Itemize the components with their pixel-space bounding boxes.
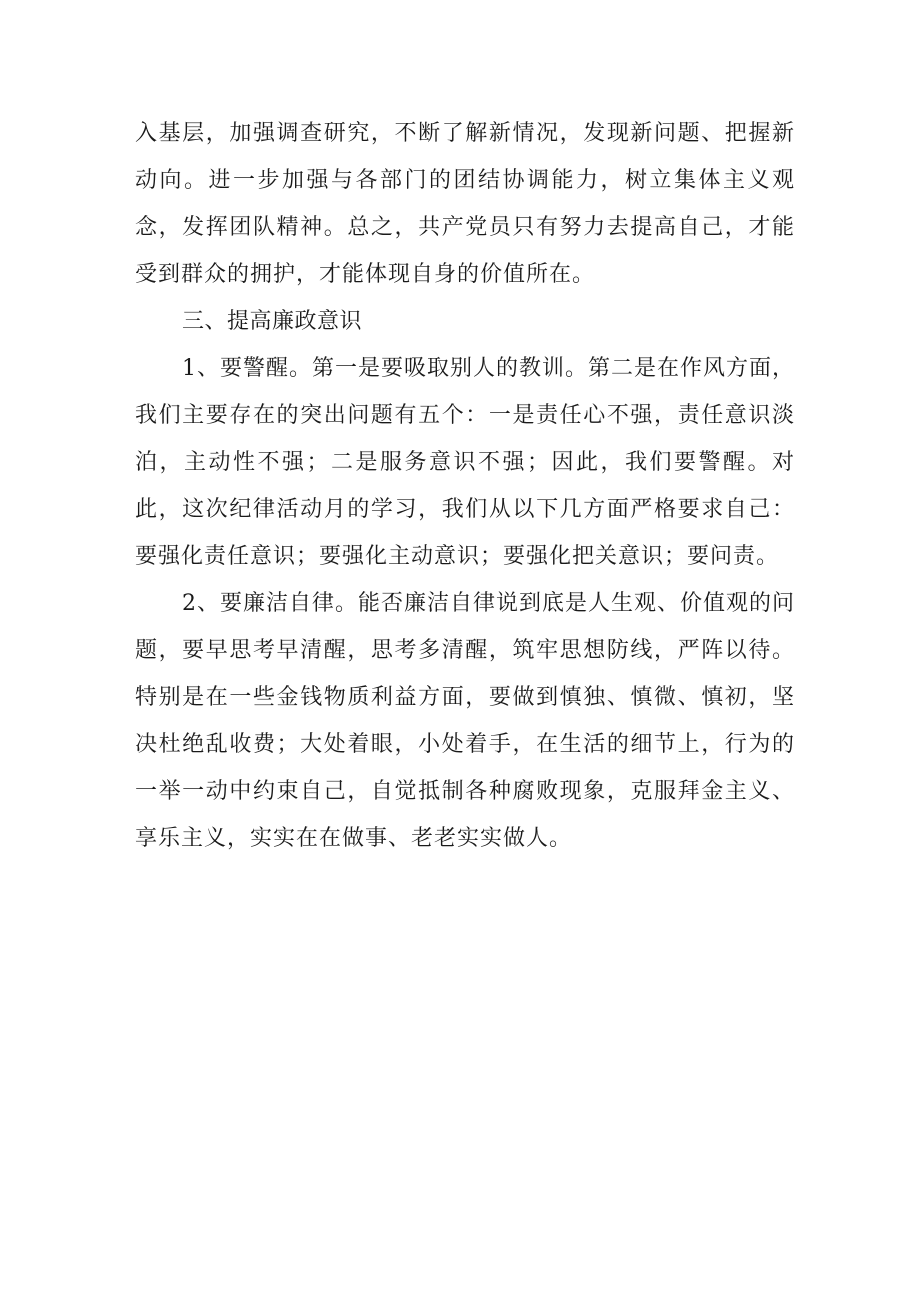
paragraph-vigilance: 1、要警醒。第一是要吸取别人的教训。第二是在作风方面，我们主要存在的突出问题有五个：一是责任心不强，责任意识淡泊，主动性不强；二是服务意识不强；因此，我们要警醒。对此，这次纪律活动月的学习，我们从以下几方面严格要求自己：要强化责任意识；要强化主动意识；要强化把关意识；要问责。 bbox=[135, 356, 795, 569]
paragraph-continuation: 入基层，加强调查研究，不断了解新情况，发现新问题、把握新动向。进一步加强与各部门的团结协调能力，树立集体主义观念，发挥团队精神。总之，共产党员只有努力去提高自己，才能受到群众的拥护，才能体现自身的价值所在。 bbox=[135, 121, 795, 287]
paragraph-self-discipline: 2、要廉洁自律。能否廉洁自律说到底是人生观、价值观的问题，要早思考早清醒，思考多清醒，筑牢思想防线，严阵以待。特别是在一些金钱物质利益方面，要做到慎独、慎微、慎初，坚决杜绝乱收费；大处着眼，小处着手，在生活的细节上，行为的一举一动中约束自己，自觉抵制各种腐败现象，克服拜金主义、享乐主义，实实在在做事、老老实实做人。 bbox=[135, 591, 795, 851]
section-heading: 三、提高廉政意识 bbox=[182, 309, 363, 334]
document-body bbox=[135, 110, 795, 862]
